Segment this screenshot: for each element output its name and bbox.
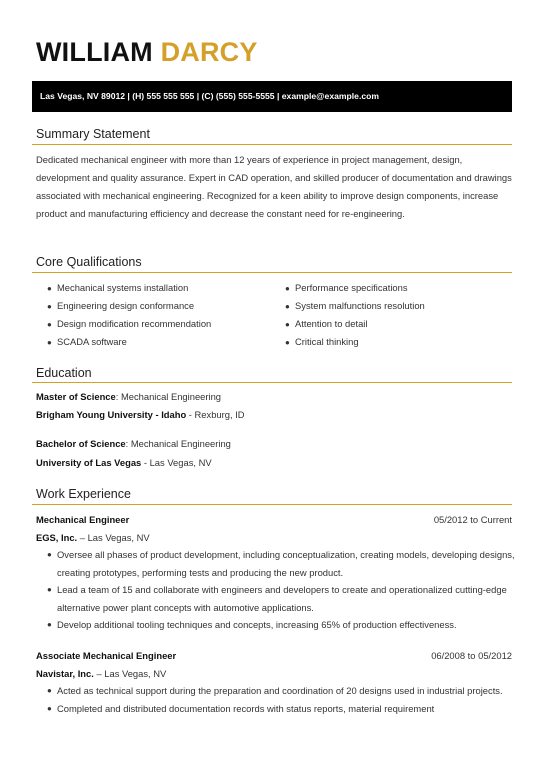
job-title: Mechanical Engineer [36, 514, 130, 525]
bullet-icon: ● [285, 320, 290, 329]
qualification-item: ● SCADA software [47, 333, 211, 351]
duty-item: ● Acted as technical support during the preparation and coordination of 20 designs used in industrial projects. [47, 682, 515, 700]
education-heading: Education [36, 366, 92, 380]
job-company: Navistar, Inc. – Las Vegas, NV [36, 668, 167, 679]
duty-item: ● Develop additional tooling techniques and concepts, increasing 65% of production effectiveness. [47, 616, 515, 634]
last-name: DARCY [160, 37, 258, 67]
qualifications-heading: Core Qualifications [36, 255, 142, 269]
summary-heading: Summary Statement [36, 127, 150, 141]
qualification-item: ● Attention to detail [285, 315, 425, 333]
bullet-icon: ● [47, 686, 52, 695]
qualifications-left-list [47, 279, 211, 351]
job-duties-list [47, 546, 515, 634]
bullet-icon: ● [47, 585, 52, 594]
bullet-icon: ● [285, 302, 290, 311]
first-name: WILLIAM [36, 37, 153, 67]
summary-divider [32, 144, 512, 145]
bullet-icon: ● [47, 620, 52, 629]
education-school: University of Las Vegas - Las Vegas, NV [36, 457, 212, 468]
job-duties-list [47, 682, 515, 717]
qualification-item: ● Engineering design conformance [47, 297, 211, 315]
job-title: Associate Mechanical Engineer [36, 650, 177, 661]
qualification-item: ● System malfunctions resolution [285, 297, 425, 315]
job-dates: 05/2012 to Current [433, 514, 512, 525]
qualification-item: ● Mechanical systems installation [47, 279, 211, 297]
bullet-icon: ● [285, 338, 290, 347]
education-divider [32, 382, 512, 383]
bullet-icon: ● [47, 703, 52, 713]
bullet-icon: ● [47, 338, 52, 347]
education-degree: Bachelor of Science: Mechanical Engineering [36, 438, 231, 449]
duty-item: ● Lead a team of 15 and collaborate with engineers and developers to create and operationalized cutting-edge alternative power plant concepts with automotive applications. [47, 581, 515, 616]
bullet-icon: ● [47, 320, 52, 329]
education-degree: Master of Science: Mechanical Engineering [36, 391, 222, 402]
qualification-item: ● Critical thinking [285, 333, 425, 351]
bullet-icon: ● [47, 284, 52, 293]
duty-item: ● Oversee all phases of product development, including conceptualization, creating models, developing designs, creating prototypes, performing tests and producing the new product. [47, 546, 515, 581]
experience-heading: Work Experience [36, 487, 131, 501]
duty-item: ● Completed and distributed documentation records with status reports, material requirement [47, 700, 515, 718]
education-school: Brigham Young University - Idaho - Rexburg, ID [36, 409, 245, 420]
qualification-item: ● Design modification recommendation [47, 315, 211, 333]
qualifications-right-list [285, 279, 425, 351]
candidate-name [36, 34, 258, 70]
experience-divider [32, 504, 512, 505]
bullet-icon: ● [47, 302, 52, 311]
summary-text: Dedicated mechanical engineer with more than 12 years of experience in project management, design, development and quality assurance. Expert in CAD operation, and skilled producer of documentation and drawings associated with mechanical engineering. Recognized for a keen ability to improve design components, increase product and manufacturing efficiency and decrease the constant need for re-engineering. [36, 154, 512, 219]
qualification-item: ● Performance specifications [285, 279, 425, 297]
job-company: EGS, Inc. – Las Vegas, NV [36, 532, 150, 543]
qualifications-divider [32, 272, 512, 273]
bullet-icon: ● [47, 550, 52, 559]
bullet-icon: ● [285, 284, 290, 293]
contact-bar: Las Vegas, NV 89012 | (H) 555 555 555 | (C) (555) 555-5555 | example@example.com [32, 81, 512, 112]
job-dates: 06/2008 to 05/2012 [431, 650, 512, 661]
